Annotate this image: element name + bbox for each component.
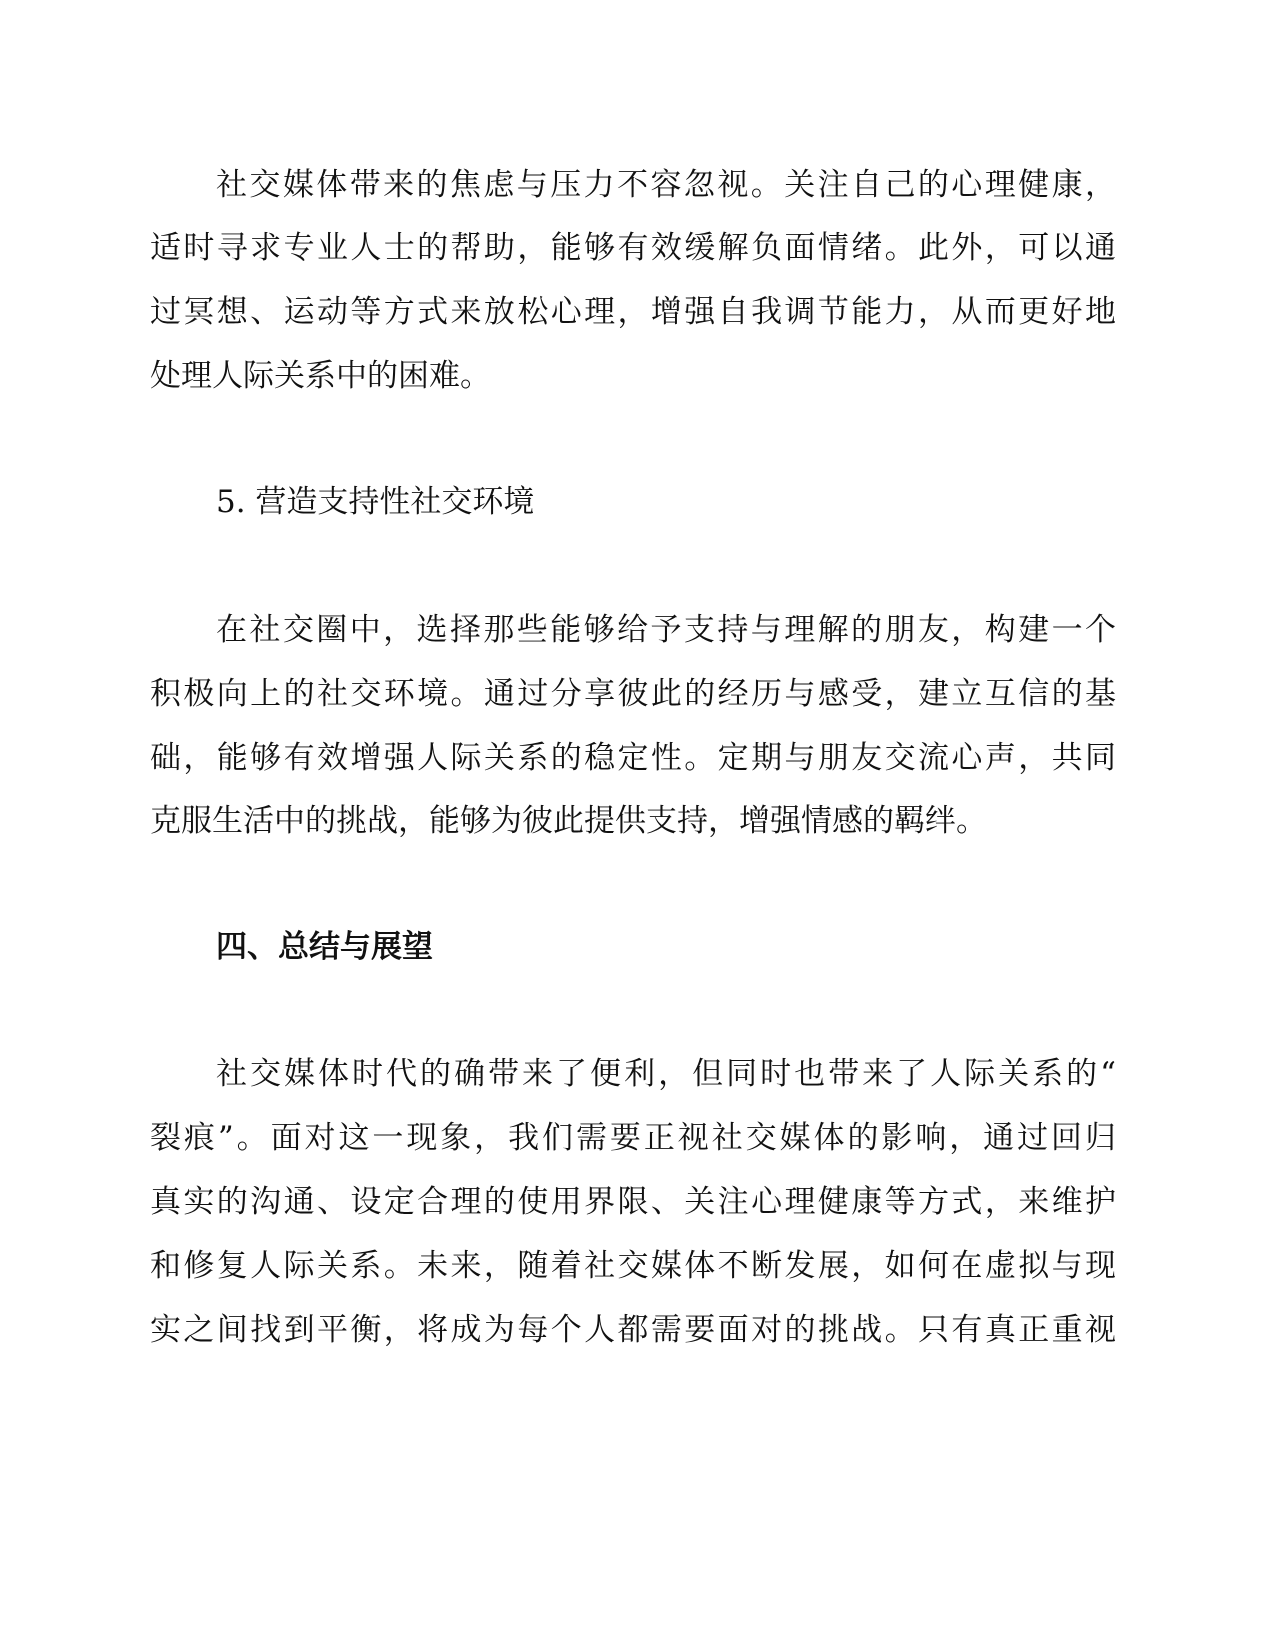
paragraph-1-line-3: 过冥想、运动等方式来放松心理，增强自我调节能力，从而更好地 xyxy=(150,294,1116,330)
paragraph-2-line-2: 积极向上的社交环境。通过分享彼此的经历与感受，建立互信的基 xyxy=(150,676,1116,712)
paragraph-3-line-1: 社交媒体时代的确带来了便利，但同时也带来了人际关系的“ xyxy=(216,1056,1116,1092)
paragraph-3-line-3: 真实的沟通、设定合理的使用界限、关注心理健康等方式，来维护 xyxy=(150,1184,1116,1220)
paragraph-3-line-4: 和修复人际关系。未来，随着社交媒体不断发展，如何在虚拟与现 xyxy=(150,1248,1116,1284)
section-heading-4: 四、总结与展望 xyxy=(216,929,433,965)
paragraph-3-line-5: 实之间找到平衡，将成为每个人都需要面对的挑战。只有真正重视 xyxy=(150,1312,1116,1348)
paragraph-1-line-1: 社交媒体带来的焦虑与压力不容忽视。关注自己的心理健康， xyxy=(216,167,1116,203)
paragraph-2-line-3: 础，能够有效增强人际关系的稳定性。定期与朋友交流心声，共同 xyxy=(150,740,1116,776)
paragraph-1-line-4: 处理人际关系中的困难。 xyxy=(150,358,491,394)
paragraph-2-line-1: 在社交圈中，选择那些能够给予支持与理解的朋友，构建一个 xyxy=(216,612,1116,648)
paragraph-3-line-2: 裂痕”。面对这一现象，我们需要正视社交媒体的影响，通过回归 xyxy=(150,1120,1116,1156)
paragraph-1-line-2: 适时寻求专业人士的帮助，能够有效缓解负面情绪。此外，可以通 xyxy=(150,230,1116,266)
paragraph-2-line-4: 克服生活中的挑战，能够为彼此提供支持，增强情感的羁绊。 xyxy=(150,803,987,839)
section-heading-5: 5. 营造支持性社交环境 xyxy=(216,484,535,520)
